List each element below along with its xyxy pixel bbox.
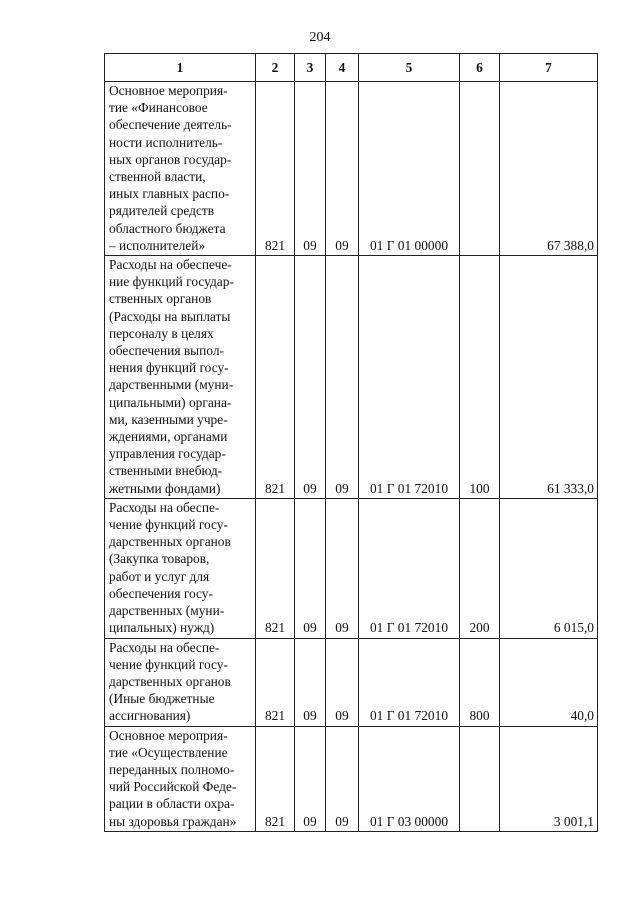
table-row bbox=[105, 498, 598, 638]
ministry-code: 821 bbox=[256, 82, 295, 256]
table-row bbox=[105, 82, 598, 256]
target-article-code: 01 Г 01 72010 bbox=[359, 498, 460, 638]
amount: 67 388,0 bbox=[500, 82, 598, 256]
target-article-code: 01 Г 01 00000 bbox=[359, 82, 460, 256]
amount: 3 001,1 bbox=[500, 726, 598, 831]
column-header: 2 bbox=[256, 54, 295, 82]
ministry-code: 821 bbox=[256, 638, 295, 726]
column-header: 6 bbox=[460, 54, 500, 82]
amount: 61 333,0 bbox=[500, 256, 598, 499]
section-code: 09 bbox=[295, 726, 326, 831]
column-header: 7 bbox=[500, 54, 598, 82]
column-header: 1 bbox=[105, 54, 256, 82]
table-row bbox=[105, 638, 598, 726]
subsection-code: 09 bbox=[326, 638, 359, 726]
ministry-code: 821 bbox=[256, 726, 295, 831]
column-header: 3 bbox=[295, 54, 326, 82]
ministry-code: 821 bbox=[256, 498, 295, 638]
ministry-code: 821 bbox=[256, 256, 295, 499]
expense-type-code bbox=[460, 726, 500, 831]
amount: 6 015,0 bbox=[500, 498, 598, 638]
column-header: 5 bbox=[359, 54, 460, 82]
expense-type-code: 800 bbox=[460, 638, 500, 726]
row-description: Основное мероприя- тие «Финансовое обеспечение деятель- ности исполнитель- ных органов государ- ственной власти, иных главных распо- рядителей средств областного бюджета – исполнителей» bbox=[105, 82, 256, 256]
section-code: 09 bbox=[295, 82, 326, 256]
target-article-code: 01 Г 01 72010 bbox=[359, 256, 460, 499]
row-description: Основное мероприя- тие «Осуществление переданных полномо- чий Российской Феде- рации в области охра- ны здоровья граждан» bbox=[105, 726, 256, 831]
table-header-row bbox=[105, 54, 598, 82]
table-row bbox=[105, 256, 598, 499]
page-number: 204 bbox=[309, 30, 331, 45]
section-code: 09 bbox=[295, 638, 326, 726]
expense-type-code: 200 bbox=[460, 498, 500, 638]
budget-table bbox=[104, 53, 598, 832]
target-article-code: 01 Г 03 00000 bbox=[359, 726, 460, 831]
expense-type-code: 100 bbox=[460, 256, 500, 499]
subsection-code: 09 bbox=[326, 726, 359, 831]
section-code: 09 bbox=[295, 256, 326, 499]
expense-type-code bbox=[460, 82, 500, 256]
amount: 40,0 bbox=[500, 638, 598, 726]
row-description: Расходы на обеспече- ние функций государ- ственных органов (Расходы на выплаты персоналу в целях обеспечения выпол- нения функций госу- дарственными (муни- ципальными) органа- ми, казенными учре- ждениями, органами управления государ- ственными внебюд- жетными фондами) bbox=[105, 256, 256, 499]
table-row bbox=[105, 726, 598, 831]
column-header: 4 bbox=[326, 54, 359, 82]
subsection-code: 09 bbox=[326, 82, 359, 256]
section-code: 09 bbox=[295, 498, 326, 638]
subsection-code: 09 bbox=[326, 498, 359, 638]
target-article-code: 01 Г 01 72010 bbox=[359, 638, 460, 726]
row-description: Расходы на обеспе- чение функций госу- дарственных органов (Закупка товаров, работ и услуг для обеспечения госу- дарственных (муни- ципальных) нужд) bbox=[105, 498, 256, 638]
subsection-code: 09 bbox=[326, 256, 359, 499]
row-description: Расходы на обеспе- чение функций госу- дарственных органов (Иные бюджетные ассигнования) bbox=[105, 638, 256, 726]
